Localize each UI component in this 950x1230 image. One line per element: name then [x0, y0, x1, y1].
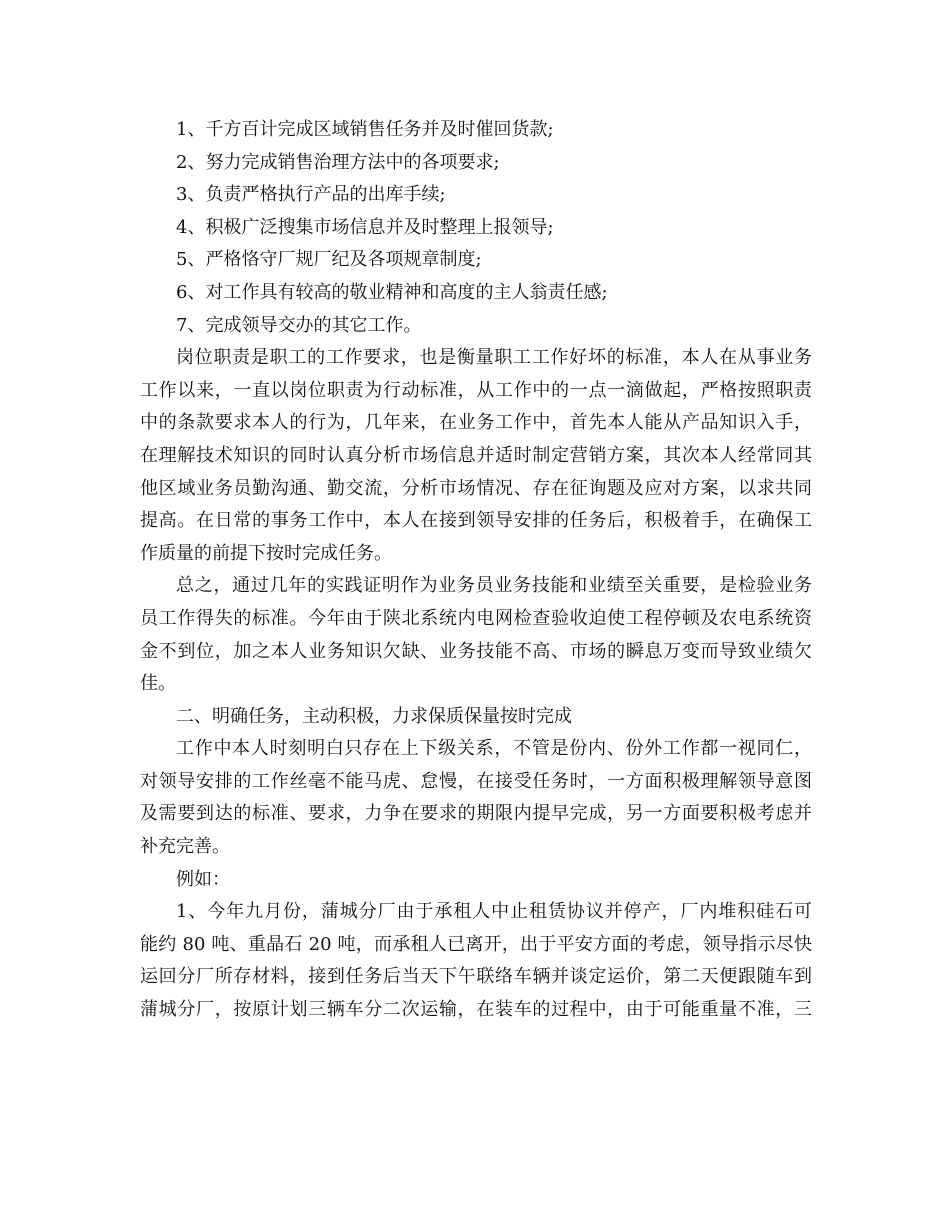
text-line: 2、努力完成销售治理方法中的各项要求;: [176, 151, 500, 173]
section-heading: 二、明确任务，主动积极，力求保质保量按时完成: [176, 705, 572, 727]
text-line: 例如：: [176, 868, 230, 890]
text-line: 他区域业务员勤沟通、勤交流，分析市场情况、存在征询题及应对方案，以求共同: [140, 477, 812, 499]
text-line: 员工作得失的标准。今年由于陕北系统内电网检查验收迫使工程停顿及农电系统资: [140, 607, 812, 629]
text-line: 5、严格恪守厂规厂纪及各项规章制度;: [176, 249, 482, 271]
text-line: 3、负责严格执行产品的出库手续;: [176, 184, 446, 206]
text-line: 提高。在日常的事务工作中，本人在接到领导安排的任务后，积极着手，在确保工: [140, 510, 812, 532]
text-line: 中的条款要求本人的行为，几年来，在业务工作中，首先本人能从产品知识入手，: [140, 412, 812, 434]
document-body: [140, 114, 812, 1027]
text-line: 工作中本人时刻明白只存在上下级关系，不管是份内、份外工作都一视同仁，: [176, 738, 812, 760]
text-line: 总之，通过几年的实践证明作为业务员业务技能和业绩至关重要，是检验业务: [176, 575, 812, 597]
text-line: 1、千方百计完成区域销售任务并及时催回货款;: [176, 119, 554, 140]
text-line: 金不到位，加之本人业务知识欠缺、业务技能不高、市场的瞬息万变而导致业绩欠: [140, 640, 812, 662]
text-line: 补充完善。: [140, 836, 230, 858]
text-line: 在理解技术知识的同时认真分析市场信息并适时制定营销方案，其次本人经常同其: [140, 444, 812, 466]
text-line: 对领导安排的工作丝毫不能马虎、怠慢，在接受任务时，一方面积极理解领导意图: [140, 770, 812, 792]
text-line: 1、今年九月份，蒲城分厂由于承租人中止租赁协议并停产，厂内堆积硅石可: [176, 901, 812, 923]
text-line: 7、完成领导交办的其它工作。: [176, 314, 422, 336]
text-line: 能约 80 吨、重晶石 20 吨，而承租人已离开，出于平安方面的考虑，领导指示尽快: [140, 933, 812, 955]
text-line: 6、对工作具有较高的敬业精神和高度的主人翁责任感;: [176, 281, 608, 303]
text-line: 岗位职责是职工的工作要求，也是衡量职工工作好坏的标准，本人在从事业务: [176, 347, 812, 369]
text-line: 运回分厂所存材料，接到任务后当天下午联络车辆并谈定运价，第二天便跟随车到: [140, 966, 812, 988]
text-line: 作质量的前提下按时完成任务。: [140, 542, 392, 564]
text-line: 佳。: [140, 673, 176, 695]
text-line: 及需要到达的标准、要求，力争在要求的期限内提早完成，另一方面要积极考虑并: [140, 803, 812, 825]
text-line: 工作以来，一直以岗位职责为行动标准，从工作中的一点一滴做起，严格按照职责: [140, 379, 812, 401]
text-line: 蒲城分厂，按原计划三辆车分二次运输，在装车的过程中，由于可能重量不准，三: [140, 999, 812, 1021]
text-line: 4、积极广泛搜集市场信息并及时整理上报领导;: [176, 216, 554, 238]
